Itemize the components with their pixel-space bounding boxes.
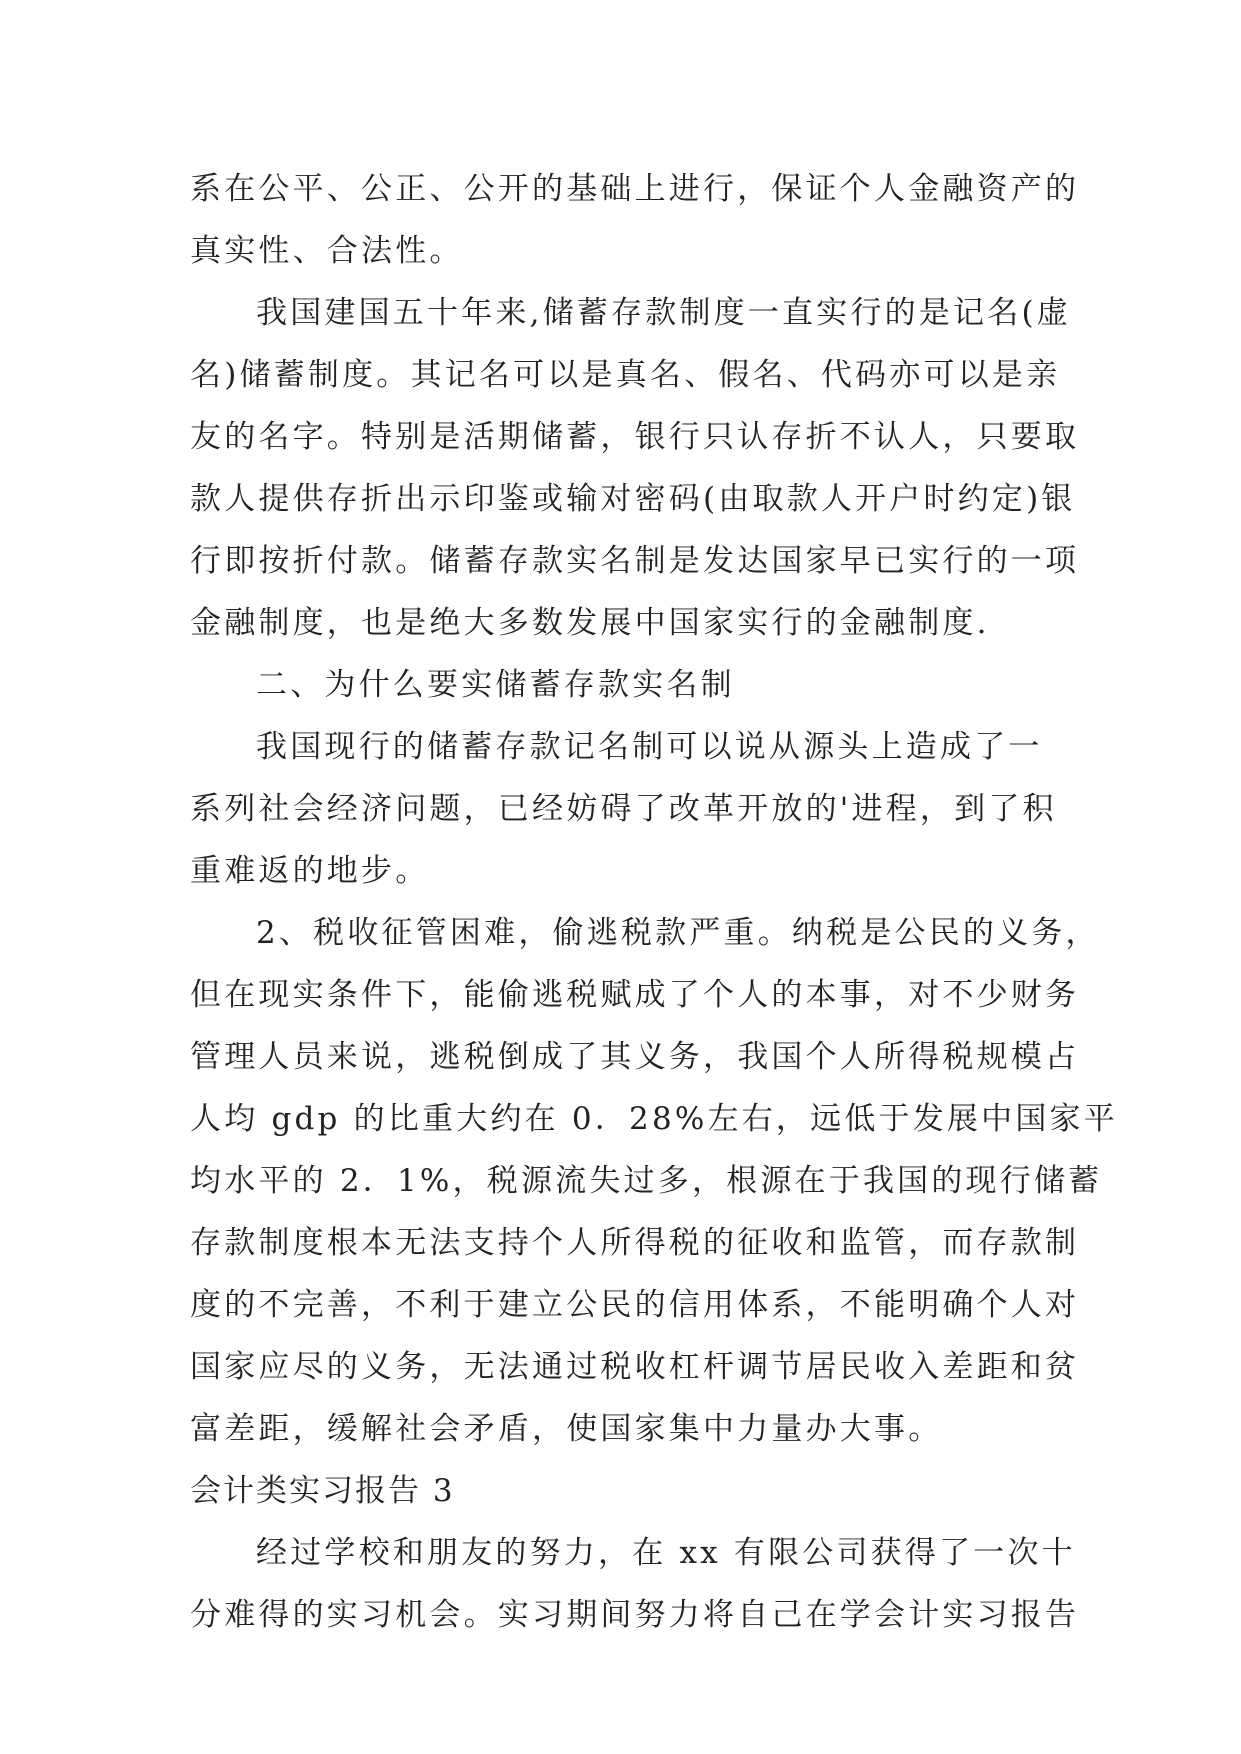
text-line: 金融制度，也是绝大多数发展中国家实行的金融制度. [190, 605, 990, 641]
text-line: 款人提供存折出示印鉴或输对密码(由取款人开户时约定)银 [190, 481, 1076, 517]
text-line: 重难返的地步。 [190, 853, 430, 889]
text-line: 均水平的 2．1%，税源流失过多，根源在于我国的现行储蓄 [190, 1163, 1103, 1199]
text-line: 富差距，缓解社会矛盾，使国家集中力量办大事。 [190, 1411, 943, 1447]
text-line: 度的不完善，不利于建立公民的信用体系，不能明确个人对 [190, 1287, 1080, 1323]
text-line: 真实性、合法性。 [190, 233, 464, 269]
text-line: 国家应尽的义务，无法通过税收杠杆调节居民收入差距和贫 [190, 1349, 1080, 1385]
text-line: 系在公平、公正、公开的基础上进行，保证个人金融资产的 [190, 171, 1080, 207]
section-heading: 二、为什么要实储蓄存款实名制 [256, 667, 735, 703]
text-line: 但在现实条件下，能偷逃税赋成了个人的本事，对不少财务 [190, 977, 1080, 1013]
text-line: 分难得的实习机会。实习期间努力将自己在学会计实习报告 [190, 1597, 1080, 1633]
paragraph-start-line: 2、税收征管困难，偷逃税款严重。纳税是公民的义务， [256, 915, 1100, 951]
text-line: 存款制度根本无法支持个人所得税的征收和监管，而存款制 [190, 1225, 1080, 1261]
text-line: 名)储蓄制度。其记名可以是真名、假名、代码亦可以是亲 [190, 357, 1061, 393]
document-body [190, 158, 1118, 1646]
report-title: 会计类实习报告 3 [190, 1473, 455, 1509]
text-line: 行即按折付款。储蓄存款实名制是发达国家早已实行的一项 [190, 543, 1080, 579]
paragraph-start-line: 我国建国五十年来,储蓄存款制度一直实行的是记名(虚 [256, 295, 1071, 331]
text-line: 系列社会经济问题，已经妨碍了改革开放的'进程，到了积 [190, 791, 1057, 827]
text-line: 管理人员来说，逃税倒成了其义务，我国个人所得税规模占 [190, 1039, 1080, 1075]
text-line: 友的名字。特别是活期储蓄，银行只认存折不认人，只要取 [190, 419, 1080, 455]
paragraph-start-line: 我国现行的储蓄存款记名制可以说从源头上造成了一 [256, 729, 1043, 765]
paragraph-start-line: 经过学校和朋友的努力，在 xx 有限公司获得了一次十 [256, 1535, 1076, 1571]
text-line: 人均 gdp 的比重大约在 0．28%左右，远低于发展中国家平 [190, 1101, 1118, 1137]
